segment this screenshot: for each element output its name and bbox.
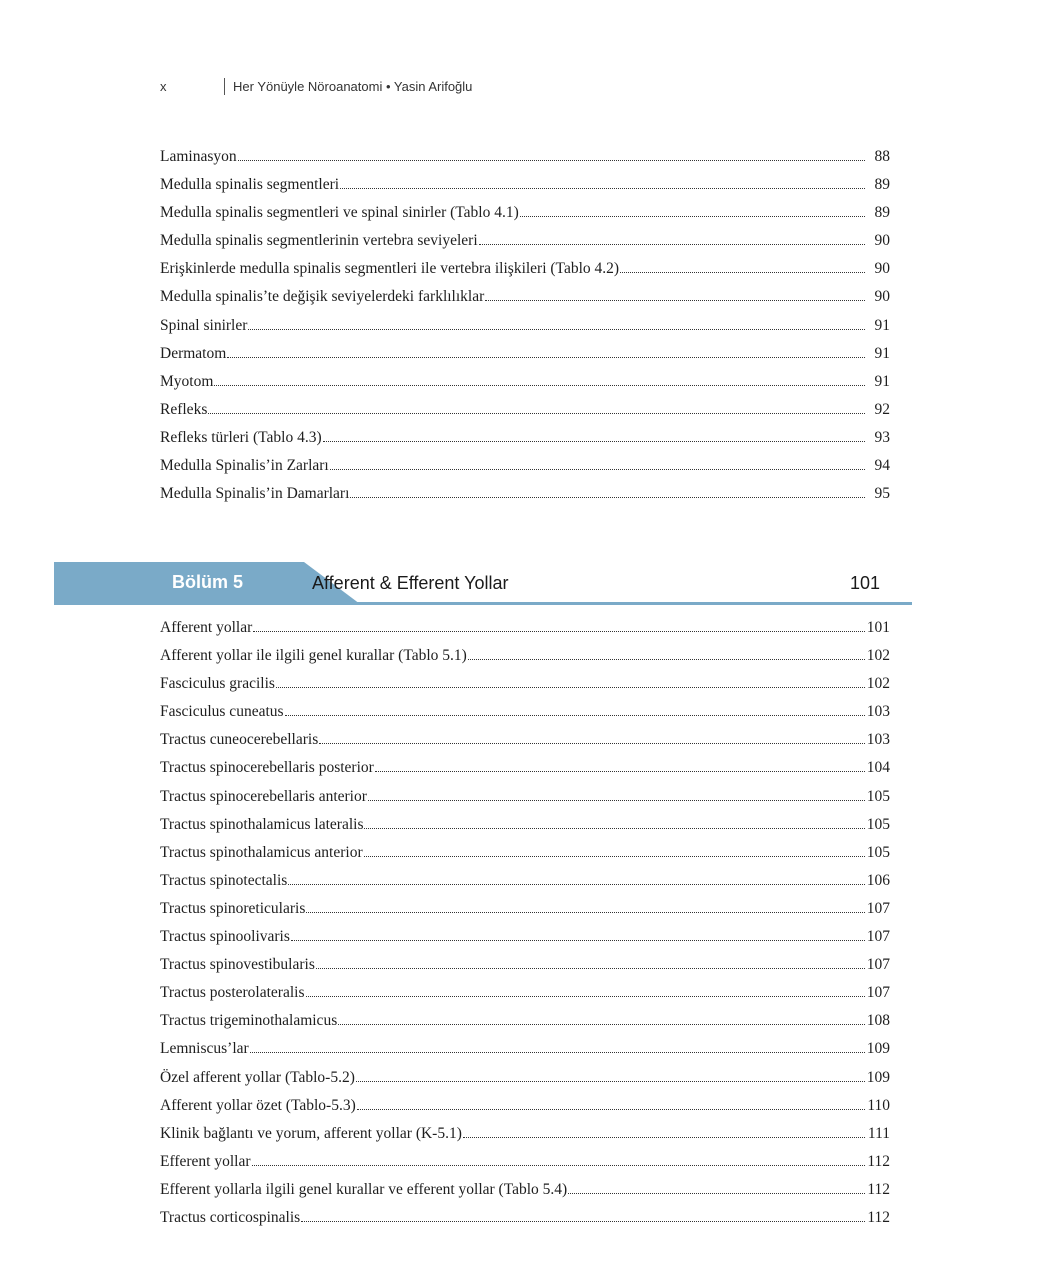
dot-leader <box>340 174 865 189</box>
toc-entry-title: Tractus spinoreticularis <box>160 899 306 917</box>
toc-entry-title: Tractus spinovestibularis <box>160 956 315 974</box>
toc-entry-title: Medulla spinalis segmentlerinin vertebra seviyeleri <box>160 232 478 250</box>
toc-entry[interactable] <box>160 426 890 454</box>
toc-entry[interactable] <box>160 398 890 426</box>
dot-leader <box>468 645 865 660</box>
dot-leader <box>485 286 865 301</box>
toc-entry-page: 89 <box>874 176 890 194</box>
toc-entry[interactable] <box>160 1122 890 1150</box>
toc-entry-page: 105 <box>866 815 890 833</box>
toc-entry[interactable] <box>160 785 890 813</box>
toc-entry-page: 109 <box>866 1040 890 1058</box>
dot-leader <box>338 1010 865 1025</box>
toc-entry[interactable] <box>160 1206 890 1234</box>
toc-entry[interactable] <box>160 145 890 173</box>
page-number: x <box>160 79 167 94</box>
dot-leader <box>323 427 865 442</box>
toc-entry-page: 105 <box>866 787 890 805</box>
toc-entry[interactable] <box>160 201 890 229</box>
dot-leader <box>291 926 865 941</box>
toc-entry-title: Dermatom <box>160 344 227 362</box>
toc-entry-page: 93 <box>874 428 890 446</box>
toc-entry-title: Fasciculus cuneatus <box>160 703 284 721</box>
toc-entry-page: 91 <box>874 372 890 390</box>
toc-entry-page: 110 <box>867 1096 890 1114</box>
chapter-title[interactable]: Afferent & Efferent Yollar <box>312 573 509 593</box>
dot-leader <box>306 982 866 997</box>
toc-entry[interactable] <box>160 869 890 897</box>
toc-entry-page: 106 <box>866 871 890 889</box>
toc-entry-title: Medulla Spinalis’in Zarları <box>160 457 329 475</box>
toc-entry-title: Tractus spinothalamicus lateralis <box>160 815 364 833</box>
toc-section-4 <box>160 145 890 510</box>
toc-entry[interactable] <box>160 897 890 925</box>
toc-entry[interactable] <box>160 1066 890 1094</box>
toc-entry-title: Afferent yollar ile ilgili genel kurallar (Tablo 5.1) <box>160 647 467 665</box>
toc-entry-title: Refleks <box>160 400 208 418</box>
toc-entry[interactable] <box>160 841 890 869</box>
toc-entry-title: Lemniscus’lar <box>160 1040 249 1058</box>
dot-leader <box>356 1067 865 1082</box>
dot-leader <box>252 1151 865 1166</box>
toc-entry[interactable] <box>160 1037 890 1065</box>
toc-entry-title: Tractus spinoolivaris <box>160 928 290 946</box>
toc-entry-title: Medulla spinalis segmentleri <box>160 176 340 194</box>
book-title: Her Yönüyle Nöroanatomi • Yasin Arifoğlu <box>233 79 473 94</box>
toc-entry-page: 103 <box>866 731 890 749</box>
toc-entry-title: Tractus spinothalamicus anterior <box>160 843 363 861</box>
toc-entry-title: Medulla spinalis’te değişik seviyelerdeki farklılıklar <box>160 288 485 306</box>
dot-leader <box>375 757 865 772</box>
toc-entry-title: Medulla Spinalis’in Damarları <box>160 485 350 503</box>
toc-entry-title: Fasciculus gracilis <box>160 675 275 693</box>
toc-entry[interactable] <box>160 314 890 342</box>
toc-entry-page: 90 <box>874 232 890 250</box>
toc-entry[interactable] <box>160 1150 890 1178</box>
toc-entry-page: 88 <box>874 148 890 165</box>
toc-section-5 <box>160 616 890 1234</box>
toc-entry[interactable] <box>160 257 890 285</box>
toc-entry[interactable] <box>160 644 890 672</box>
dot-leader <box>319 729 865 744</box>
toc-entry[interactable] <box>160 700 890 728</box>
toc-entry-title: Efferent yollarla ilgili genel kurallar ve efferent yollar (Tablo 5.4) <box>160 1180 568 1198</box>
dot-leader <box>238 146 865 161</box>
toc-entry-page: 107 <box>866 899 890 917</box>
toc-entry-title: Afferent yollar özet (Tablo-5.3) <box>160 1096 356 1114</box>
toc-entry-page: 112 <box>867 1208 890 1226</box>
toc-entry[interactable] <box>160 756 890 784</box>
toc-entry-page: 95 <box>874 485 890 503</box>
toc-entry-title: Laminasyon <box>160 148 237 165</box>
toc-entry[interactable] <box>160 672 890 700</box>
chapter-page-number: 101 <box>849 573 880 593</box>
dot-leader <box>301 1207 865 1222</box>
toc-entry[interactable] <box>160 482 890 510</box>
toc-entry[interactable] <box>160 1094 890 1122</box>
toc-entry-page: 109 <box>866 1068 890 1086</box>
toc-entry-page: 105 <box>866 843 890 861</box>
dot-leader <box>368 786 865 801</box>
dot-leader <box>316 954 865 969</box>
toc-entry-page: 112 <box>867 1180 890 1198</box>
toc-entry-title: Tractus posterolateralis <box>160 984 305 1002</box>
dot-leader <box>364 842 865 857</box>
toc-entry-page: 101 <box>866 619 890 636</box>
toc-entry-page: 104 <box>866 759 890 777</box>
dot-leader <box>479 230 865 245</box>
toc-entry-title: Afferent yollar <box>160 619 253 636</box>
dot-leader <box>620 258 865 273</box>
toc-entry-page: 107 <box>866 928 890 946</box>
dot-leader <box>463 1123 865 1138</box>
toc-entry-title: Klinik bağlantı ve yorum, afferent yollar (K-5.1) <box>160 1124 462 1142</box>
toc-entry-page: 91 <box>874 344 890 362</box>
toc-entry[interactable] <box>160 953 890 981</box>
header-divider <box>224 78 225 95</box>
toc-entry-title: Efferent yollar <box>160 1152 251 1170</box>
dot-leader <box>276 673 865 688</box>
toc-entry-title: Tractus trigeminothalamicus <box>160 1012 338 1030</box>
dot-leader <box>350 483 865 498</box>
chapter-rule <box>54 602 912 605</box>
toc-entry-title: Tractus spinotectalis <box>160 871 288 889</box>
dot-leader <box>288 870 865 885</box>
toc-entry[interactable] <box>160 1009 890 1037</box>
toc-entry[interactable] <box>160 728 890 756</box>
toc-entry-page: 112 <box>867 1152 890 1170</box>
toc-entry[interactable] <box>160 813 890 841</box>
toc-entry-page: 90 <box>874 260 890 278</box>
chapter-banner <box>54 562 914 606</box>
toc-entry-title: Refleks türleri (Tablo 4.3) <box>160 428 322 446</box>
toc-entry[interactable] <box>160 342 890 370</box>
toc-entry[interactable] <box>160 616 890 644</box>
toc-entry-page: 107 <box>866 956 890 974</box>
toc-entry[interactable] <box>160 229 890 257</box>
toc-entry[interactable] <box>160 454 890 482</box>
toc-entry[interactable] <box>160 173 890 201</box>
toc-entry-page: 102 <box>866 675 890 693</box>
toc-entry-title: Tractus spinocerebellaris posterior <box>160 759 374 777</box>
toc-entry-title: Medulla spinalis segmentleri ve spinal sinirler (Tablo 4.1) <box>160 204 519 222</box>
dot-leader <box>208 399 865 414</box>
toc-entry-title: Özel afferent yollar (Tablo-5.2) <box>160 1068 355 1086</box>
dot-leader <box>214 371 865 386</box>
toc-entry-page: 92 <box>874 400 890 418</box>
toc-entry-page: 90 <box>874 288 890 306</box>
toc-entry-page: 107 <box>866 984 890 1002</box>
toc-entry[interactable] <box>160 925 890 953</box>
toc-entry-page: 91 <box>874 316 890 334</box>
toc-entry-title: Tractus spinocerebellaris anterior <box>160 787 367 805</box>
toc-entry-title: Spinal sinirler <box>160 316 248 334</box>
toc-entry-title: Tractus corticospinalis <box>160 1208 301 1226</box>
dot-leader <box>357 1095 865 1110</box>
dot-leader <box>248 315 865 330</box>
dot-leader <box>253 617 865 632</box>
toc-entry-page: 108 <box>866 1012 890 1030</box>
toc-entry-page: 103 <box>866 703 890 721</box>
toc-entry-page: 94 <box>874 457 890 475</box>
dot-leader <box>520 202 865 217</box>
dot-leader <box>568 1179 865 1194</box>
toc-entry-title: Erişkinlerde medulla spinalis segmentleri ile vertebra ilişkileri (Tablo 4.2) <box>160 260 620 278</box>
dot-leader <box>364 814 865 829</box>
toc-entry-title: Myotom <box>160 372 214 390</box>
running-header <box>160 78 472 95</box>
toc-entry[interactable] <box>160 285 890 313</box>
dot-leader <box>227 343 865 358</box>
toc-entry[interactable] <box>160 370 890 398</box>
toc-entry[interactable] <box>160 981 890 1009</box>
toc-entry-title: Tractus cuneocerebellaris <box>160 731 319 749</box>
toc-entry-page: 89 <box>874 204 890 222</box>
dot-leader <box>250 1038 865 1053</box>
dot-leader <box>306 898 865 913</box>
dot-leader <box>285 701 865 716</box>
dot-leader <box>330 455 865 470</box>
chapter-label: Bölüm 5 <box>172 572 244 592</box>
toc-entry-page: 102 <box>866 647 890 665</box>
toc-entry-page: 111 <box>867 1124 890 1142</box>
toc-entry[interactable] <box>160 1178 890 1206</box>
